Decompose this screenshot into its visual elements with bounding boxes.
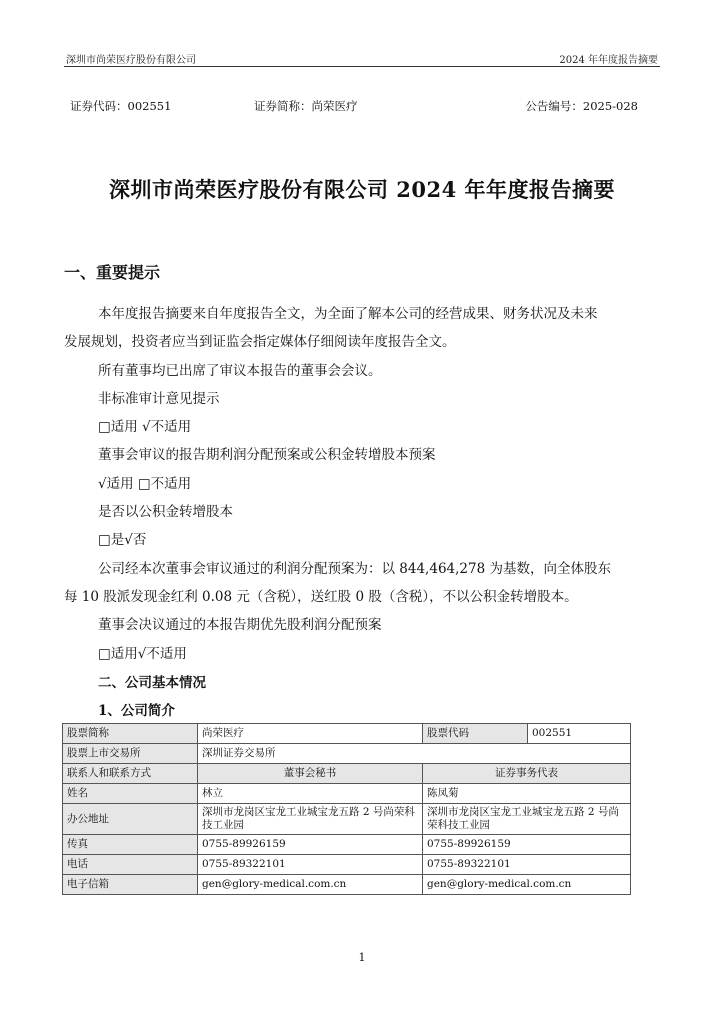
company-profile-table — [62, 723, 631, 895]
contact-label: 联系人和联系方式 — [63, 764, 198, 784]
secretary-address: 深圳市龙岗区宝龙工业城宝龙五路 2 号尚荣科技工业园 — [198, 804, 423, 835]
secretary-phone: 0755-89322101 — [198, 855, 423, 875]
intro-paragraph-line2: 发展规划，投资者应当到证监会指定媒体仔细阅读年度报告全文。 — [64, 334, 456, 350]
stock-name-value: 尚荣医疗 — [198, 724, 423, 744]
intro-paragraph-line1: 本年度报告摘要来自年度报告全文，为全面了解本公司的经营成果、财务状况及未来 — [98, 306, 598, 322]
table-row — [63, 784, 631, 804]
rep-email: gen@glory-medical.com.cn — [423, 875, 631, 895]
profit-plan-line1: 公司经本次董事会审议通过的利润分配预案为：以 844,464,278 为基数，向全体股东 — [98, 561, 611, 577]
secretary-fax: 0755-89926159 — [198, 835, 423, 855]
dividend-plan-label: 董事会审议的报告期利润分配预案或公积金转增股本预案 — [98, 447, 436, 463]
profit-plan-line2: 每 10 股派发现金红利 0.08 元（含税），送红股 0 股（含税），不以公积金转增股本。 — [64, 589, 578, 605]
row-label: 办公地址 — [63, 804, 198, 835]
table-row — [63, 875, 631, 895]
page-number: 1 — [358, 951, 366, 964]
security-code: 证券代码：002551 — [70, 99, 172, 113]
table-row — [63, 835, 631, 855]
notice-number: 公告编号：2025-028 — [525, 99, 638, 113]
dividend-plan-choice: √适用 □不适用 — [98, 476, 192, 492]
audit-opinion-choice: □适用 √不适用 — [98, 419, 192, 435]
subsection-heading-company-profile: 1、公司简介 — [98, 703, 175, 719]
section-heading-important: 一、重要提示 — [64, 263, 161, 282]
secretary-email: gen@glory-medical.com.cn — [198, 875, 423, 895]
preferred-plan-choice: □适用√不适用 — [98, 646, 187, 662]
table-row — [63, 724, 631, 744]
stock-code-label: 股票代码 — [423, 724, 528, 744]
header-doc-title: 2024 年年度报告摘要 — [559, 55, 658, 66]
table-row — [63, 855, 631, 875]
rep-fax: 0755-89926159 — [423, 835, 631, 855]
capital-reserve-label: 是否以公积金转增股本 — [98, 504, 233, 520]
row-label: 传真 — [63, 835, 198, 855]
table-row — [63, 764, 631, 784]
security-short-name: 证券简称：尚荣医疗 — [254, 99, 358, 113]
capital-reserve-choice: □是√否 — [98, 532, 147, 548]
stock-name-label: 股票简称 — [63, 724, 198, 744]
header-company: 深圳市尚荣医疗股份有限公司 — [66, 55, 196, 66]
audit-opinion-label: 非标准审计意见提示 — [98, 391, 220, 407]
secretary-name: 林立 — [198, 784, 423, 804]
rep-address: 深圳市龙岗区宝龙工业城宝龙五路 2 号尚荣科技工业园 — [423, 804, 631, 835]
rep-name: 陈凤菊 — [423, 784, 631, 804]
row-label: 电子信箱 — [63, 875, 198, 895]
stock-code-value: 002551 — [528, 724, 631, 744]
securities-rep-header: 证券事务代表 — [423, 764, 631, 784]
row-label: 电话 — [63, 855, 198, 875]
exchange-label: 股票上市交易所 — [63, 744, 198, 764]
section-heading-company-info: 二、公司基本情况 — [98, 675, 206, 691]
page-title: 深圳市尚荣医疗股份有限公司 2024 年年度报告摘要 — [108, 177, 616, 202]
board-secretary-header: 董事会秘书 — [198, 764, 423, 784]
exchange-value: 深圳证券交易所 — [198, 744, 631, 764]
preferred-plan-label: 董事会决议通过的本报告期优先股利润分配预案 — [98, 617, 382, 633]
table-row — [63, 744, 631, 764]
header-divider — [64, 66, 660, 67]
rep-phone: 0755-89322101 — [423, 855, 631, 875]
table-row — [63, 804, 631, 835]
board-attendance-text: 所有董事均已出席了审议本报告的董事会会议。 — [98, 363, 382, 379]
row-label: 姓名 — [63, 784, 198, 804]
